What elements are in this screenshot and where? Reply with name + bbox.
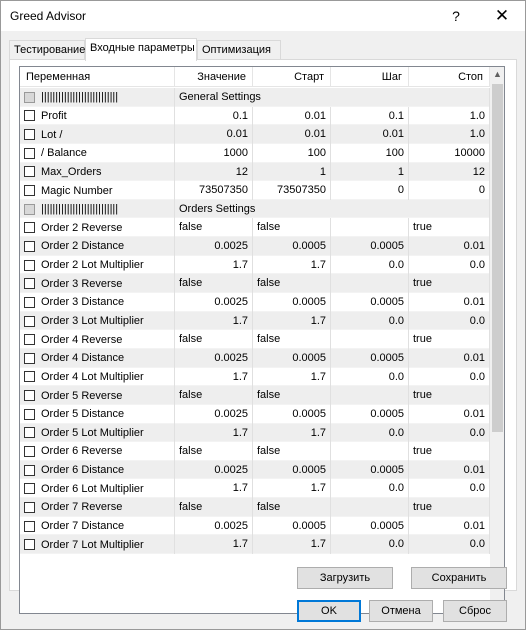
value-cell[interactable]: false — [175, 218, 253, 237]
step-cell[interactable] — [331, 386, 409, 405]
optimize-checkbox[interactable] — [24, 297, 35, 308]
table-row[interactable] — [20, 461, 490, 480]
step-cell[interactable]: 0.0 — [331, 312, 409, 331]
optimize-checkbox[interactable] — [24, 241, 35, 252]
variable-name: Order 4 Lot Multiplier — [41, 370, 144, 383]
variable-name: Lot / — [41, 128, 63, 141]
start-cell[interactable]: false — [253, 330, 331, 349]
start-cell[interactable]: 1.7 — [253, 424, 331, 443]
table-row[interactable] — [20, 125, 490, 144]
table-row[interactable] — [20, 181, 490, 200]
optimize-checkbox[interactable] — [24, 185, 35, 196]
variable-cell[interactable] — [20, 330, 175, 349]
value-cell[interactable]: 1.7 — [175, 368, 253, 387]
step-cell[interactable]: 0.0005 — [331, 405, 409, 424]
optimize-checkbox[interactable] — [24, 371, 35, 382]
stop-cell[interactable]: true — [409, 330, 490, 349]
table-row[interactable] — [20, 349, 490, 368]
stop-cell[interactable]: 0.01 — [409, 461, 490, 480]
start-cell[interactable]: 0.0005 — [253, 461, 331, 480]
table-row[interactable] — [20, 107, 490, 126]
start-cell[interactable]: 1.7 — [253, 312, 331, 331]
tab-testing[interactable]: Тестирование — [9, 40, 85, 60]
variable-name: Order 7 Lot Multiplier — [41, 538, 144, 551]
section-row[interactable] — [20, 88, 490, 107]
start-cell[interactable]: 0.0005 — [253, 293, 331, 312]
value-cell[interactable]: false — [175, 274, 253, 293]
step-cell[interactable] — [331, 218, 409, 237]
value-cell[interactable]: 0.0025 — [175, 517, 253, 536]
table-row[interactable] — [20, 386, 490, 405]
vertical-scrollbar[interactable] — [490, 67, 505, 613]
step-cell[interactable]: 0 — [331, 181, 409, 200]
variable-cell[interactable] — [20, 88, 175, 107]
title-bar — [1, 1, 525, 31]
value-cell[interactable]: 12 — [175, 163, 253, 182]
table-row[interactable] — [20, 424, 490, 443]
table-row[interactable] — [20, 368, 490, 387]
table-row[interactable] — [20, 312, 490, 331]
table-row[interactable] — [20, 405, 490, 424]
variable-name: Order 5 Distance — [41, 408, 125, 421]
variable-cell[interactable] — [20, 461, 175, 480]
variable-cell[interactable] — [20, 312, 175, 331]
value-cell[interactable]: 0.1 — [175, 107, 253, 126]
start-cell[interactable]: 1.7 — [253, 535, 331, 554]
value-cell[interactable]: false — [175, 442, 253, 461]
variable-name: Magic Number — [41, 184, 113, 197]
start-cell[interactable]: 1 — [253, 163, 331, 182]
optimize-checkbox[interactable] — [24, 222, 35, 233]
step-cell[interactable]: 0.0 — [331, 368, 409, 387]
optimize-checkbox[interactable] — [24, 539, 35, 550]
variable-cell[interactable] — [20, 200, 175, 219]
start-cell[interactable]: false — [253, 498, 331, 517]
step-cell[interactable]: 0.0005 — [331, 237, 409, 256]
stop-cell[interactable]: 0.01 — [409, 237, 490, 256]
value-cell[interactable]: 0.0025 — [175, 237, 253, 256]
value-cell[interactable]: false — [175, 498, 253, 517]
stop-cell[interactable]: true — [409, 498, 490, 517]
variable-name: Order 7 Reverse — [41, 501, 123, 514]
optimize-checkbox[interactable] — [24, 148, 35, 159]
variable-name: Order 5 Lot Multiplier — [41, 426, 144, 439]
tab-optimization[interactable]: Оптимизация — [197, 40, 281, 60]
table-row[interactable] — [20, 293, 490, 312]
value-cell[interactable]: 0.0025 — [175, 405, 253, 424]
value-cell[interactable]: 0.0025 — [175, 349, 253, 368]
stop-cell[interactable]: 10000 — [409, 144, 490, 163]
step-cell[interactable]: 0.01 — [331, 125, 409, 144]
stop-cell[interactable]: 0.0 — [409, 479, 490, 498]
optimize-checkbox[interactable] — [24, 166, 35, 177]
start-cell[interactable]: 1.7 — [253, 479, 331, 498]
help-button[interactable]: ? — [452, 8, 460, 24]
variable-name: Order 4 Distance — [41, 352, 125, 365]
optimize-checkbox[interactable] — [24, 92, 35, 103]
table-row[interactable] — [20, 535, 490, 554]
window-title: Greed Advisor — [10, 9, 87, 23]
variable-name: Order 7 Distance — [41, 520, 125, 533]
variable-cell[interactable] — [20, 237, 175, 256]
variable-cell[interactable] — [20, 386, 175, 405]
variable-cell[interactable] — [20, 218, 175, 237]
stop-cell[interactable]: 1.0 — [409, 107, 490, 126]
tab-input-parameters[interactable]: Входные параметры — [85, 38, 197, 61]
table-row[interactable] — [20, 274, 490, 293]
variable-name: Order 6 Distance — [41, 464, 125, 477]
start-cell[interactable]: 0.01 — [253, 107, 331, 126]
variable-name: / Balance — [41, 147, 87, 160]
variable-name: Order 2 Reverse — [41, 221, 123, 234]
value-cell[interactable]: 1.7 — [175, 256, 253, 275]
optimize-checkbox[interactable] — [24, 110, 35, 121]
step-cell[interactable] — [331, 498, 409, 517]
variable-name: Max_Orders — [41, 165, 102, 178]
start-cell[interactable]: false — [253, 442, 331, 461]
variable-cell[interactable] — [20, 274, 175, 293]
value-cell[interactable]: 1.7 — [175, 312, 253, 331]
step-cell[interactable]: 0.0 — [331, 479, 409, 498]
ok-button[interactable]: OK — [297, 600, 361, 622]
variable-name: Order 3 Reverse — [41, 277, 123, 290]
optimize-checkbox[interactable] — [24, 427, 35, 438]
optimize-checkbox[interactable] — [24, 446, 35, 457]
start-cell[interactable]: false — [253, 274, 331, 293]
stop-cell[interactable]: 0 — [409, 181, 490, 200]
section-row[interactable] — [20, 200, 490, 219]
variable-cell[interactable] — [20, 442, 175, 461]
value-cell[interactable]: 1.7 — [175, 479, 253, 498]
table-row[interactable] — [20, 256, 490, 275]
start-cell[interactable]: false — [253, 218, 331, 237]
stop-cell[interactable]: 0.01 — [409, 405, 490, 424]
optimize-checkbox[interactable] — [24, 129, 35, 140]
cancel-button[interactable]: Отмена — [369, 600, 433, 622]
section-label: General Settings — [175, 88, 490, 107]
stop-cell[interactable]: 0.0 — [409, 312, 490, 331]
start-cell[interactable]: 0.0005 — [253, 405, 331, 424]
step-cell[interactable]: 0.0005 — [331, 293, 409, 312]
optimize-checkbox[interactable] — [24, 204, 35, 215]
start-cell[interactable]: 0.0005 — [253, 237, 331, 256]
step-cell[interactable] — [331, 330, 409, 349]
optimize-checkbox[interactable] — [24, 334, 35, 345]
stop-cell[interactable]: 0.01 — [409, 349, 490, 368]
variable-cell[interactable] — [20, 368, 175, 387]
stop-cell[interactable]: true — [409, 218, 490, 237]
optimize-checkbox[interactable] — [24, 483, 35, 494]
value-cell[interactable]: false — [175, 330, 253, 349]
variable-cell[interactable] — [20, 535, 175, 554]
variable-cell[interactable] — [20, 107, 175, 126]
table-row[interactable] — [20, 144, 490, 163]
header-stop[interactable]: Стоп — [409, 67, 490, 87]
value-cell[interactable]: 1.7 — [175, 424, 253, 443]
step-cell[interactable]: 0.0005 — [331, 349, 409, 368]
variable-name: Profit — [41, 109, 67, 122]
step-cell[interactable]: 100 — [331, 144, 409, 163]
grid-rows — [20, 88, 490, 554]
optimize-checkbox[interactable] — [24, 409, 35, 420]
stop-cell[interactable]: true — [409, 386, 490, 405]
stop-cell[interactable]: true — [409, 274, 490, 293]
value-cell[interactable]: false — [175, 386, 253, 405]
table-row[interactable] — [20, 442, 490, 461]
step-cell[interactable]: 0.0 — [331, 535, 409, 554]
header-variable[interactable]: Переменная — [20, 67, 175, 87]
stop-cell[interactable]: 0.0 — [409, 256, 490, 275]
variable-cell[interactable] — [20, 125, 175, 144]
step-cell[interactable]: 1 — [331, 163, 409, 182]
variable-cell[interactable] — [20, 293, 175, 312]
variable-cell[interactable] — [20, 163, 175, 182]
start-cell[interactable]: 73507350 — [253, 181, 331, 200]
step-cell[interactable]: 0.1 — [331, 107, 409, 126]
variable-cell[interactable] — [20, 479, 175, 498]
start-cell[interactable]: 1.7 — [253, 368, 331, 387]
section-label: Orders Settings — [175, 200, 490, 219]
variable-cell[interactable] — [20, 349, 175, 368]
variable-name: Order 6 Lot Multiplier — [41, 482, 144, 495]
variable-name: ||||||||||||||||||||||||||| — [41, 91, 119, 104]
step-cell[interactable] — [331, 274, 409, 293]
value-cell[interactable]: 0.0025 — [175, 461, 253, 480]
load-button[interactable]: Загрузить — [297, 567, 393, 589]
reset-button[interactable]: Сброс — [443, 600, 507, 622]
variable-cell[interactable] — [20, 256, 175, 275]
stop-cell[interactable]: 12 — [409, 163, 490, 182]
variable-cell[interactable] — [20, 517, 175, 536]
value-cell[interactable]: 0.0025 — [175, 293, 253, 312]
table-row[interactable] — [20, 479, 490, 498]
header-value[interactable]: Значение — [175, 67, 253, 87]
optimize-checkbox[interactable] — [24, 390, 35, 401]
table-row[interactable] — [20, 517, 490, 536]
scroll-thumb[interactable] — [492, 84, 503, 432]
optimize-checkbox[interactable] — [24, 278, 35, 289]
header-step[interactable]: Шаг — [331, 67, 409, 87]
optimize-checkbox[interactable] — [24, 521, 35, 532]
variable-cell[interactable] — [20, 144, 175, 163]
value-cell[interactable]: 1000 — [175, 144, 253, 163]
value-cell[interactable]: 1.7 — [175, 535, 253, 554]
variable-name: Order 2 Distance — [41, 240, 125, 253]
start-cell[interactable]: 0.0005 — [253, 349, 331, 368]
variable-name: Order 3 Lot Multiplier — [41, 315, 144, 327]
step-cell[interactable]: 0.0 — [331, 424, 409, 443]
start-cell[interactable]: 0.0005 — [253, 517, 331, 536]
value-cell[interactable]: 0.01 — [175, 125, 253, 144]
variable-cell[interactable] — [20, 181, 175, 200]
table-row[interactable] — [20, 237, 490, 256]
grid-header — [20, 67, 490, 87]
variable-name: Order 3 Distance — [41, 296, 125, 309]
stop-cell[interactable]: 1.0 — [409, 125, 490, 144]
parameters-grid[interactable] — [19, 66, 505, 614]
optimize-checkbox[interactable] — [24, 465, 35, 476]
stop-cell[interactable]: 0.0 — [409, 368, 490, 387]
stop-cell[interactable]: 0.0 — [409, 535, 490, 554]
table-row[interactable] — [20, 218, 490, 237]
value-cell[interactable]: 73507350 — [175, 181, 253, 200]
variable-name: Order 6 Reverse — [41, 445, 123, 458]
optimize-checkbox[interactable] — [24, 260, 35, 271]
close-button[interactable]: ✕ — [494, 6, 510, 25]
variable-cell[interactable] — [20, 424, 175, 443]
step-cell[interactable]: 0.0005 — [331, 461, 409, 480]
start-cell[interactable]: 100 — [253, 144, 331, 163]
variable-name: Order 2 Lot Multiplier — [41, 259, 144, 272]
scroll-up-icon[interactable]: ▲ — [493, 69, 502, 79]
optimize-checkbox[interactable] — [24, 316, 35, 327]
start-cell[interactable]: false — [253, 386, 331, 405]
step-cell[interactable]: 0.0005 — [331, 517, 409, 536]
variable-name: Order 4 Reverse — [41, 333, 123, 346]
optimize-checkbox[interactable] — [24, 353, 35, 364]
optimize-checkbox[interactable] — [24, 502, 35, 513]
step-cell[interactable] — [331, 442, 409, 461]
step-cell[interactable]: 0.0 — [331, 256, 409, 275]
stop-cell[interactable]: 0.0 — [409, 424, 490, 443]
stop-cell[interactable]: true — [409, 442, 490, 461]
variable-name: ||||||||||||||||||||||||||| — [41, 203, 119, 216]
variable-cell[interactable] — [20, 498, 175, 517]
table-row[interactable] — [20, 330, 490, 349]
start-cell[interactable]: 1.7 — [253, 256, 331, 275]
header-start[interactable]: Старт — [253, 67, 331, 87]
table-row[interactable] — [20, 163, 490, 182]
table-row[interactable] — [20, 498, 490, 517]
save-button[interactable]: Сохранить — [411, 567, 507, 589]
stop-cell[interactable]: 0.01 — [409, 517, 490, 536]
variable-cell[interactable] — [20, 405, 175, 424]
variable-name: Order 5 Reverse — [41, 389, 123, 402]
stop-cell[interactable]: 0.01 — [409, 293, 490, 312]
start-cell[interactable]: 0.01 — [253, 125, 331, 144]
